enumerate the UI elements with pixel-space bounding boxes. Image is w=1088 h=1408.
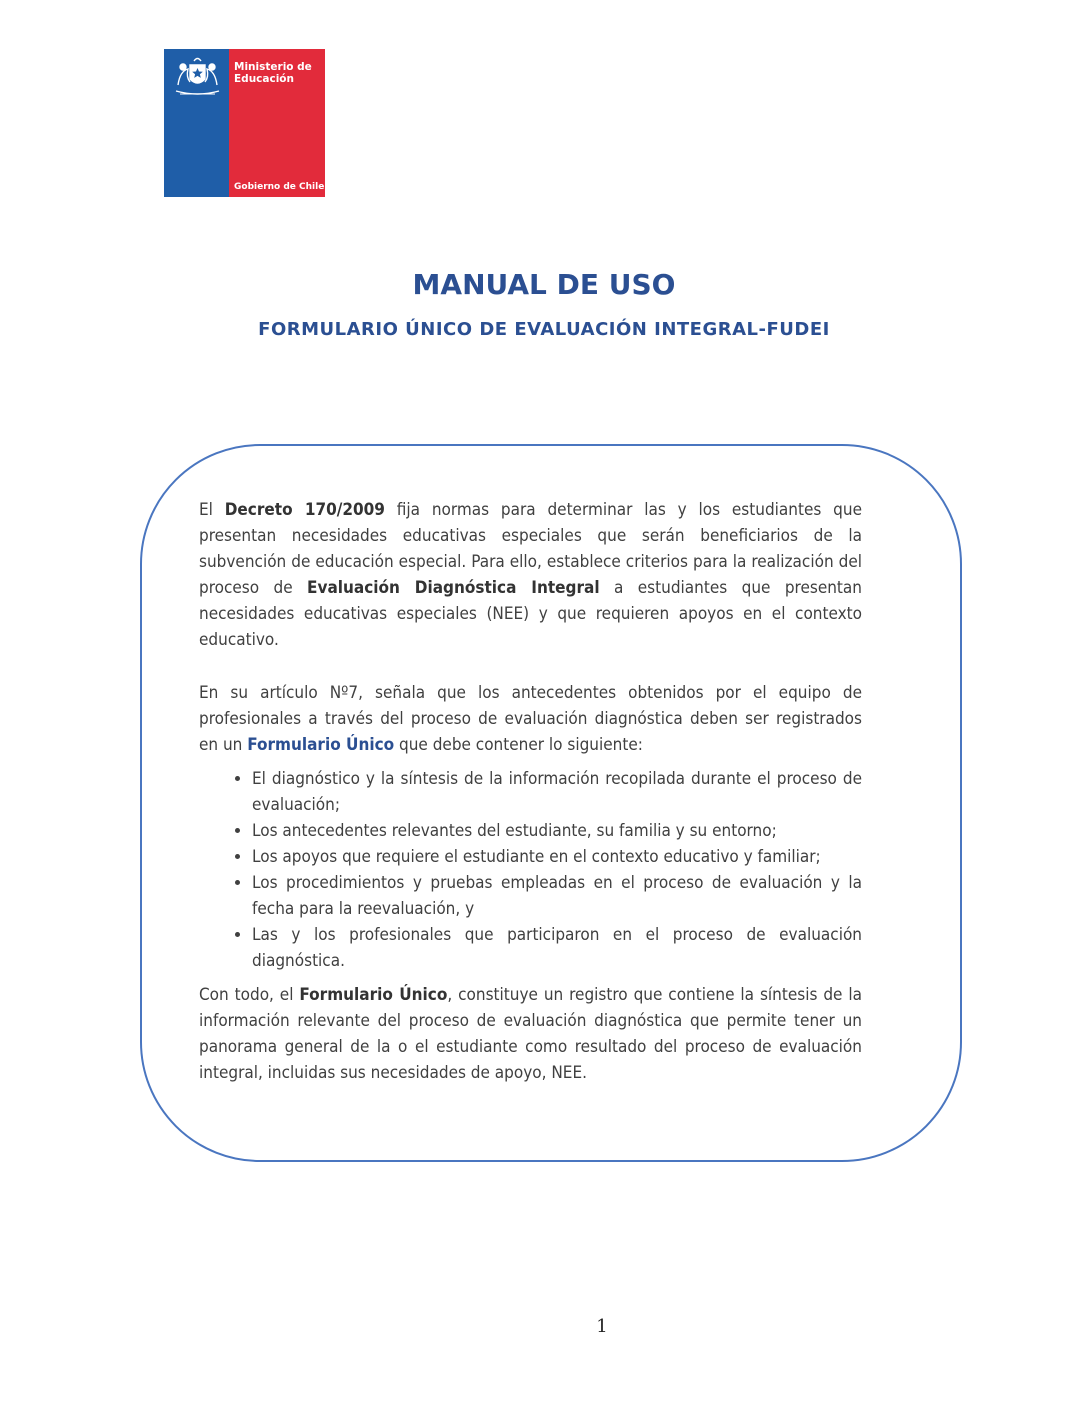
page-number: 1 — [596, 1316, 608, 1337]
requirements-list — [199, 766, 862, 974]
logo-blue-panel — [164, 49, 229, 197]
bold-form-name: Formulario Único — [247, 735, 395, 755]
text-run: fija normas para determinar las y los estudiantes que presentan necesidades educativas especiales que serán beneficiarios de la subvención de educación especial. Para ello, establece criterios para la realización del proceso de — [199, 500, 862, 598]
list-item: • Los antecedentes relevantes del estudiante, su familia y su entorno; — [252, 818, 862, 844]
text-run: Con todo, el — [199, 985, 300, 1005]
text-run: El — [199, 500, 225, 520]
text-run: , constituye un registro que contiene la síntesis de la información relevante del proceso de evaluación diagnóstica que permite tener un panorama general de la o el estudiante como resultado del proceso de evaluación integral, incluidas sus necesidades de apoyo, NEE. — [199, 985, 862, 1083]
list-item: • Los apoyos que requiere el estudiante en el contexto educativo y familiar; — [252, 844, 862, 870]
logo-ministry-text: Ministerio de Educación — [234, 61, 312, 85]
document-subtitle: FORMULARIO ÚNICO DE EVALUACIÓN INTEGRAL-FUDEI — [258, 319, 830, 340]
list-item: • Las y los profesionales que participaron en el proceso de evaluación diagnóstica. — [252, 922, 862, 974]
list-item: • El diagnóstico y la síntesis de la información recopilada durante el proceso de evaluación; — [252, 766, 862, 818]
text-run: En su artículo Nº7, señala que los antecedentes obtenidos por el equipo de profesionales a través del proceso de evaluación diagnóstica deben ser registrados en un — [199, 683, 862, 755]
logo-government-text: Gobierno de Chile — [234, 182, 325, 192]
bold-evaluation: Evaluación Diagnóstica Integral — [307, 578, 600, 598]
bold-decree: Decreto 170/2009 — [224, 500, 385, 520]
coat-of-arms-icon — [170, 55, 225, 99]
ministry-logo — [164, 49, 325, 197]
list-item: • Los procedimientos y pruebas empleadas en el proceso de evaluación y la fecha para la reevaluación, y — [252, 870, 862, 922]
text-run: a estudiantes que presentan necesidades educativas especiales (NEE) y que requieren apoyos en el contexto educativo. — [199, 578, 862, 650]
paragraph-article — [199, 680, 862, 758]
content-body — [199, 497, 862, 1086]
text-run: que debe contener lo siguiente: — [394, 735, 643, 755]
document-title: MANUAL DE USO — [412, 268, 676, 301]
paragraph-summary — [199, 982, 862, 1086]
paragraph-decree — [199, 497, 862, 653]
bold-form-name: Formulario Único — [299, 985, 448, 1005]
logo-red-panel — [229, 49, 325, 197]
